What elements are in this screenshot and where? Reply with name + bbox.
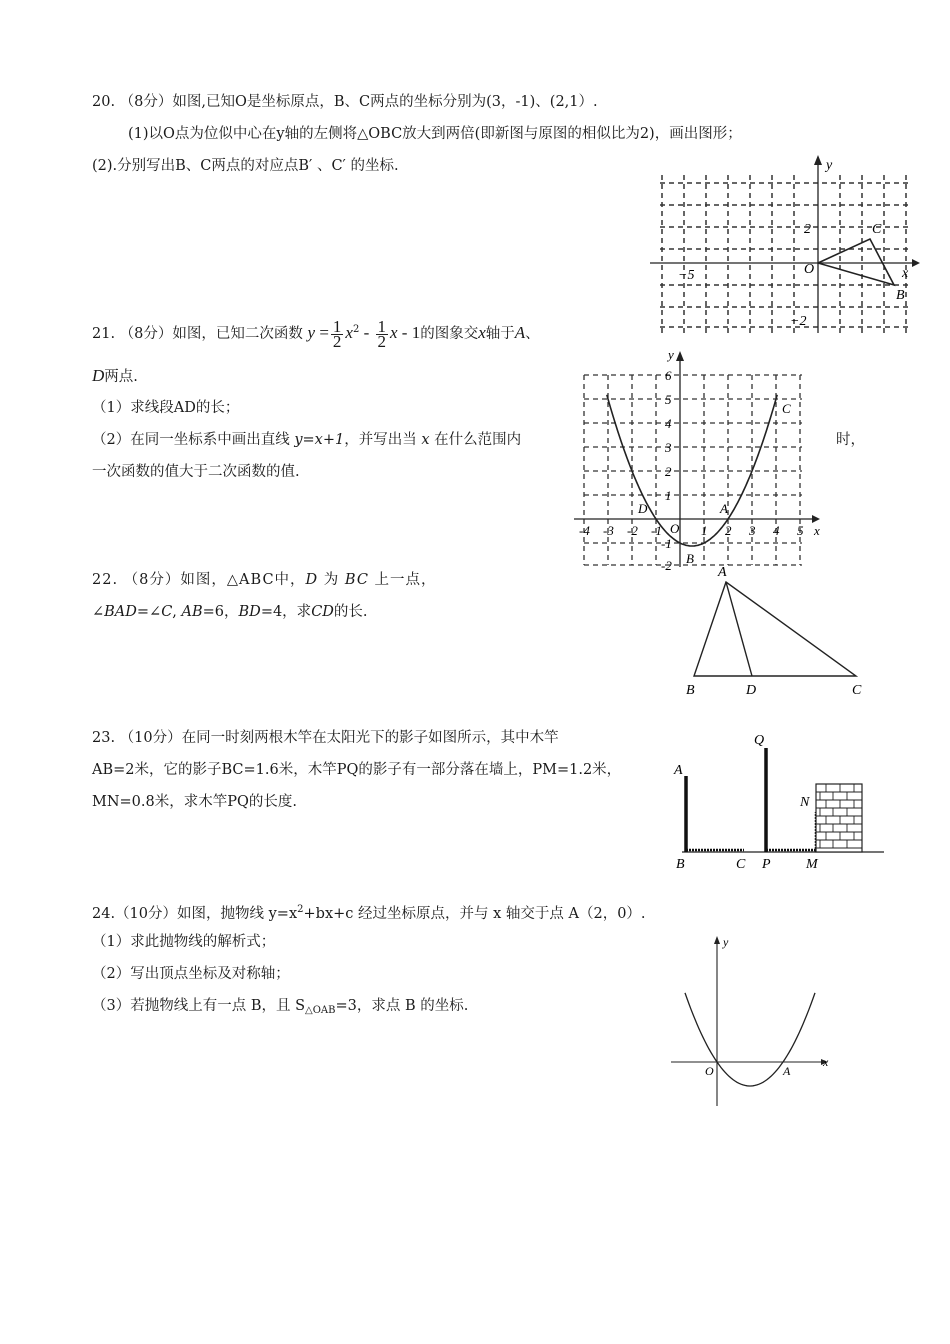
q22-line-1 (92, 570, 437, 590)
q21-parabola-figure (570, 345, 830, 573)
y-axis-arrow-icon (714, 936, 720, 944)
tick-label-neg-5: −5 (678, 268, 695, 283)
y-tick-neg-2: -2 (661, 558, 672, 573)
tick-label-neg-2: −2 (790, 314, 807, 329)
eq-tail: - 1 (397, 323, 421, 342)
point-p-label: P (762, 857, 771, 872)
origin-label: O (670, 521, 680, 536)
q22-is: 为 (318, 572, 345, 588)
point-a-label: A (674, 763, 683, 778)
q24-line-3: （2）写出顶点坐标及对称轴； (92, 966, 290, 982)
q24-line-1-part-a: 24.（10分）如图，抛物线 y=x (92, 906, 298, 922)
q24-line-1-part-b: +bx+c 经过坐标原点，并与 x 轴交于点 A（2，0）. (303, 906, 646, 922)
point-b-label: B (686, 551, 694, 566)
fraction-denominator: 2 (332, 331, 342, 351)
tick-label-2: 2 (804, 222, 811, 237)
point-c-label: C (736, 857, 746, 872)
eq-x: x (390, 323, 398, 342)
vertex-b-label: B (686, 683, 695, 698)
q23-line-1: 23. （10分）在同一时刻两根木竿在太阳光下的影子如图所示，其中木竿 (92, 730, 559, 746)
q21-line-4-part-c: 在什么范围内 (429, 432, 522, 448)
y-tick-4: 4 (665, 416, 672, 431)
q21-line-1 (92, 314, 540, 350)
q22-segment-ab: AB (181, 604, 203, 620)
x-axis-label: x (823, 1055, 829, 1069)
q22-bd-value: =4，求 (260, 604, 312, 620)
origin-label: O (705, 1064, 714, 1078)
x-tick-neg-1: -1 (651, 523, 662, 538)
y-axis-label: y (826, 158, 833, 173)
q21-variable-x: x (421, 432, 430, 448)
eq-equals: = (315, 323, 329, 342)
x-tick-neg-2: -2 (627, 523, 638, 538)
y-tick-6: 6 (665, 368, 672, 383)
q24-line-4-part-b: =3，求点 B 的坐标. (335, 998, 469, 1014)
point-q-label: Q (754, 733, 765, 748)
point-a-label: A (720, 501, 728, 516)
x-axis-label: x (902, 266, 909, 281)
fraction-numerator: 1 (332, 316, 342, 336)
y-tick-neg-1: -1 (661, 536, 672, 551)
q20-line-2: (1)以O点为位似中心在y轴的左侧将△OBC放大到两倍(即新图与原图的相似比为2)，画出图形； (128, 126, 742, 142)
q21-prefix: 21. （8分）如图，已知二次函数 (92, 326, 303, 342)
q20-line-1: 20. （8分）如图,已知O是坐标原点，B、C两点的坐标分别为(3，-1)、(2,1）. (92, 94, 598, 110)
point-c-label: C (782, 401, 791, 416)
point-m-label: M (806, 857, 818, 872)
y-axis-label: y (668, 347, 674, 362)
point-n-label: N (800, 795, 810, 810)
q21-after-2: 轴于 (485, 326, 515, 342)
x-tick-neg-4: -4 (579, 523, 590, 538)
q24-parabola-figure (665, 932, 840, 1112)
y-axis-arrow-icon (676, 351, 684, 361)
q24-exponent: 2 (297, 904, 304, 915)
x-axis-label: x (814, 523, 820, 538)
q20-coordinate-figure (650, 155, 920, 335)
q22-line-1-rest: 上一点， (368, 572, 437, 588)
q22-segment-bc: BC (344, 572, 369, 588)
q24-line-4 (92, 996, 468, 1021)
q21-line-4-part-b: ，并写出当 (344, 432, 422, 448)
q22-point-d: D (305, 572, 319, 588)
point-b-label: B (896, 288, 905, 303)
q24-line-1 (92, 900, 646, 924)
x-tick-5: 5 (797, 523, 804, 538)
eq-x-squared: x (345, 323, 353, 342)
brick-wall (816, 784, 862, 852)
x-axis-arrow-icon (912, 259, 920, 267)
q21-line-5: 一次函数的值大于二次函数的值. (92, 464, 300, 480)
fraction-denominator-2: 2 (377, 331, 386, 351)
point-b-label: B (676, 857, 685, 872)
y-tick-3: 3 (665, 440, 672, 455)
q21-after: 的图象交 (420, 326, 479, 342)
triangle-obc (818, 239, 894, 285)
q22-line-2 (92, 602, 368, 622)
q21-line-4 (92, 430, 521, 450)
eq-y: y (307, 323, 316, 342)
q21-line-4-end: 时， (836, 432, 865, 448)
q21-line-3: （1）求线段AD的长； (92, 400, 240, 416)
fraction-numerator-2: 1 (377, 316, 386, 336)
x-axis-arrow-icon (812, 515, 820, 523)
fraction-half-2 (376, 316, 389, 351)
q23-line-2: AB=2米，它的影子BC=1.6米，木竿PQ的影子有一部分落在墙上，PM=1.2米， (92, 762, 622, 778)
q20-line-3: (2).分别写出B、C两点的对应点B′ 、C′ 的坐标. (92, 158, 399, 174)
y-axis-arrow-icon (814, 155, 822, 165)
q24-line-2: （1）求此抛物线的解析式； (92, 934, 276, 950)
q22-segment-cd: CD (311, 604, 334, 620)
y-tick-1: 1 (665, 488, 672, 503)
y-tick-2: 2 (665, 464, 672, 479)
q22-line-1-text: 22. （8分）如图，△ABC中， (92, 572, 306, 588)
fraction-half (331, 316, 344, 351)
y-axis-label: y (723, 935, 729, 949)
vertex-c-label: C (852, 683, 862, 698)
x-tick-2: 2 (725, 523, 732, 538)
y-tick-labels (661, 368, 672, 573)
q21-point-d: D (92, 366, 105, 385)
q22-comma: , (172, 604, 182, 620)
q22-angle-condition: ∠BAD=∠C (92, 604, 173, 620)
x-tick-1: 1 (701, 523, 708, 538)
point-d-label: D (638, 501, 648, 516)
q22-end: 的长. (333, 604, 368, 620)
x-tick-labels (579, 523, 804, 538)
vertex-a-label: A (718, 565, 727, 580)
q21-separator: 、 (525, 326, 540, 342)
point-c-label: C (872, 222, 882, 237)
x-tick-4: 4 (773, 523, 780, 538)
q23-poles-figure (668, 728, 893, 878)
x-tick-3: 3 (749, 523, 756, 538)
eq-minus: - (359, 323, 374, 342)
q23-line-3: MN=0.8米，求木竿PQ的长度. (92, 794, 297, 810)
eq-exponent: 2 (352, 324, 360, 335)
y-tick-5: 5 (665, 392, 672, 407)
q21-two-points: 两点. (104, 369, 138, 385)
q24-line-4-part-a: （3）若抛物线上有一点 B，且 S (92, 998, 306, 1014)
point-a-label: A (783, 1064, 791, 1078)
q21-line-2 (92, 366, 138, 387)
q21-line-4-part-a: （2）在同一坐标系中画出直线 (92, 432, 295, 448)
triangle-abc (694, 582, 856, 676)
q21-line-equation: y=x+1 (294, 432, 345, 448)
q22-segment-bd: BD (238, 604, 261, 620)
x-tick-neg-3: -3 (603, 523, 614, 538)
q22-triangle-figure (680, 562, 880, 702)
point-d-label: D (746, 683, 757, 698)
q21-point-a: A (514, 323, 526, 342)
q22-ab-value: =6， (202, 604, 239, 620)
q21-axis-x: x (478, 323, 486, 342)
segment-ad (726, 582, 752, 676)
origin-label: O (804, 262, 815, 277)
q24-area-subscript: △OAB (305, 1005, 336, 1016)
